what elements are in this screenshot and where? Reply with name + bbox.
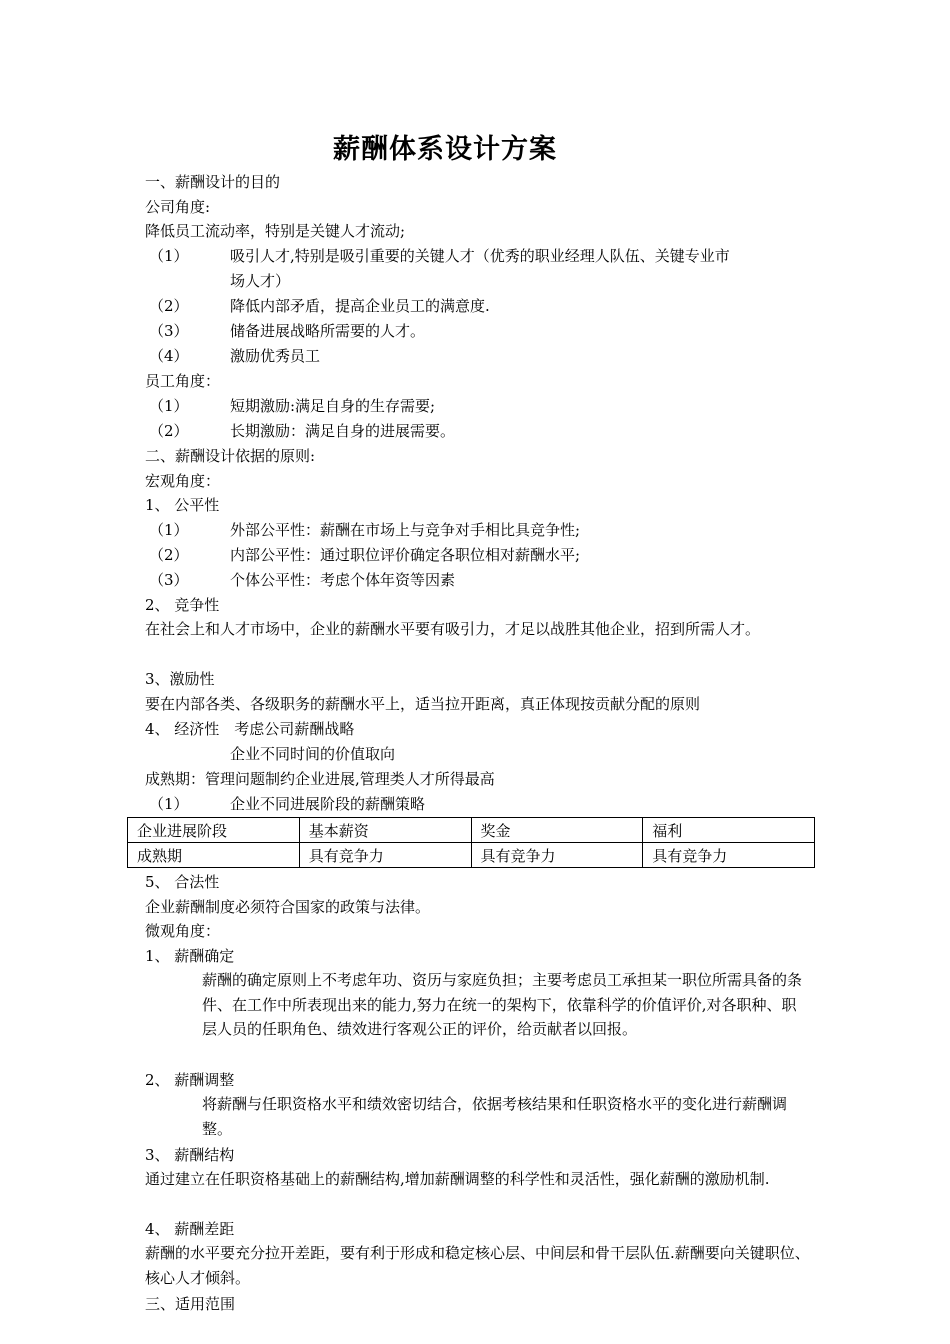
micro-perspective-label: 微观角度： xyxy=(145,922,221,940)
item-number: （2） xyxy=(149,422,189,440)
table-cell: 具有竞争力 xyxy=(471,843,643,868)
item-text: 企业不同进展阶段的薪酬策略 xyxy=(230,795,426,813)
document-title: 薪酬体系设计方案 xyxy=(333,134,557,165)
principle-competitiveness-heading: 2、 竞争性 xyxy=(145,596,220,614)
item-text: 长期激励：满足自身的进展需要。 xyxy=(230,422,456,440)
salary-adjustment-text: 将薪酬与任职资格水平和绩效密切结合，依据考核结果和任职资格水平的变化进行薪酬调整。 xyxy=(202,1095,788,1138)
salary-gap-text: 薪酬的水平要充分拉开差距，要有利于形成和稳定核心层、中间层和骨干层队伍.薪酬要向关键职位、核心人才倾斜。 xyxy=(145,1244,810,1287)
salary-structure-heading: 3、 薪酬结构 xyxy=(145,1146,235,1164)
item-text: 短期激励:满足自身的生存需要; xyxy=(230,397,436,415)
salary-gap-heading: 4、 薪酬差距 xyxy=(145,1220,235,1238)
item-number: （1） xyxy=(149,247,189,265)
item-text: 个体公平性：考虑个体年资等因素 xyxy=(230,571,456,589)
company-intro: 降低员工流动率，特别是关键人才流动; xyxy=(145,222,406,240)
section-heading-scope: 三、适用范围 xyxy=(145,1295,236,1313)
table-cell: 具有竞争力 xyxy=(299,843,471,868)
item-text: 吸引人才,特别是吸引重要的关键人才（优秀的职业经理人队伍、关键专业市 xyxy=(230,247,730,265)
item-number: （2） xyxy=(149,546,189,564)
principle-incentive-heading: 3、激励性 xyxy=(145,670,215,688)
section-heading-principles: 二、薪酬设计依据的原则: xyxy=(145,447,316,465)
table-header-cell: 奖金 xyxy=(471,818,643,843)
salary-determination-text: 薪酬的确定原则上不考虑年功、资历与家庭负担；主要考虑员工承担某一职位所需具备的条件、在工作中所表现出来的能力,努力在统一的架构下，依靠科学的价值评价,对各职种、职层人员的任职角色、绩效进行客观公正的评价，给贡献者以回报。 xyxy=(202,971,803,1038)
item-text-continued: 场人才） xyxy=(230,272,291,290)
item-text: 内部公平性：通过职位评价确定各职位相对薪酬水平; xyxy=(230,546,581,564)
item-text: 储备进展战略所需要的人才。 xyxy=(230,322,426,340)
item-number: （1） xyxy=(149,795,189,813)
item-text: 外部公平性：薪酬在市场上与竞争对手相比具竞争性; xyxy=(230,521,581,539)
table-header-cell: 企业进展阶段 xyxy=(128,818,300,843)
principle-economy-heading: 4、 经济性 考虑公司薪酬战略 xyxy=(145,720,355,738)
employee-perspective-label: 员工角度： xyxy=(145,372,221,390)
principle-competitiveness-text: 在社会上和人才市场中，企业的薪酬水平要有吸引力，才足以战胜其他企业，招到所需人才。 xyxy=(145,620,761,638)
salary-adjustment-heading: 2、 薪酬调整 xyxy=(145,1071,235,1089)
table-header-cell: 福利 xyxy=(643,818,815,843)
macro-perspective-label: 宏观角度： xyxy=(145,472,221,490)
principle-incentive-text: 要在内部各类、各级职务的薪酬水平上，适当拉开距离，真正体现按贡献分配的原则 xyxy=(145,695,701,713)
table-row xyxy=(128,843,815,868)
item-number: （1） xyxy=(149,397,189,415)
item-number: （4） xyxy=(149,347,189,365)
table-cell: 成熟期 xyxy=(128,843,300,868)
table-header-row xyxy=(128,818,815,843)
item-number: （3） xyxy=(149,571,189,589)
economy-subline: 企业不同时间的价值取向 xyxy=(230,745,396,763)
salary-determination-heading: 1、 薪酬确定 xyxy=(145,947,235,965)
principle-legality-heading: 5、 合法性 xyxy=(145,873,220,891)
table-header-cell: 基本薪资 xyxy=(299,818,471,843)
table-cell: 具有竞争力 xyxy=(643,843,815,868)
principle-fairness-heading: 1、 公平性 xyxy=(145,496,220,514)
item-text: 降低内部矛盾，提高企业员工的满意度. xyxy=(230,297,490,315)
section-heading-purpose: 一、薪酬设计的目的 xyxy=(145,173,281,191)
salary-strategy-table xyxy=(127,817,815,868)
salary-structure-text: 通过建立在任职资格基础上的薪酬结构,增加薪酬调整的科学性和灵活性，强化薪酬的激励机制. xyxy=(145,1170,770,1188)
item-number: （1） xyxy=(149,521,189,539)
item-number: （3） xyxy=(149,322,189,340)
item-text: 激励优秀员工 xyxy=(230,347,321,365)
mature-stage-text: 成熟期：管理问题制约企业进展,管理类人才所得最高 xyxy=(145,770,495,788)
company-perspective-label: 公司角度: xyxy=(145,198,211,216)
item-number: （2） xyxy=(149,297,189,315)
principle-legality-text: 企业薪酬制度必须符合国家的政策与法律。 xyxy=(145,898,431,916)
